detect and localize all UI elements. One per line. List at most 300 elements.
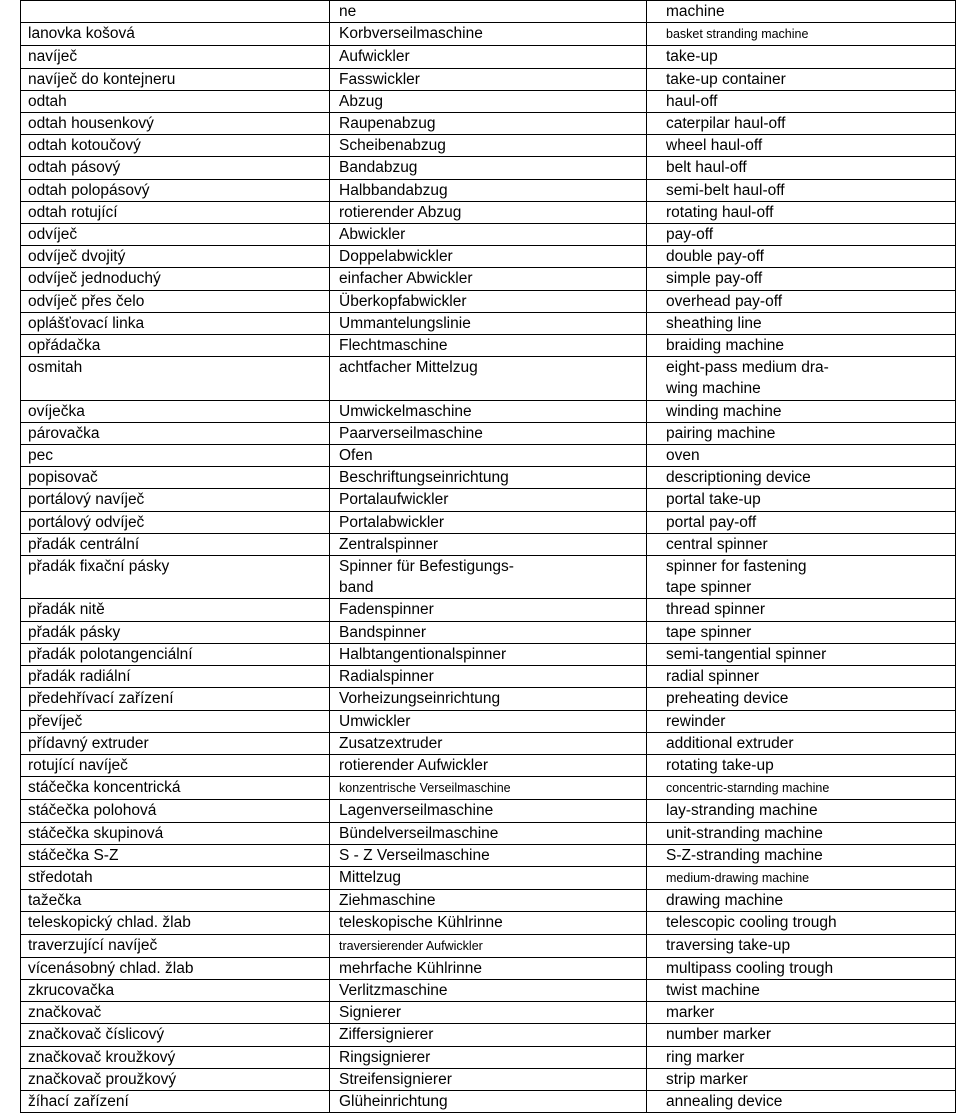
- table-row: [21, 23, 956, 46]
- table-row: [21, 1024, 956, 1046]
- czech-term-text: párovačka: [28, 424, 100, 442]
- english-term-text: rotating take-up: [666, 756, 774, 774]
- english-term: [647, 335, 956, 357]
- czech-term-text: odtah kotoučový: [28, 137, 141, 155]
- english-term: [647, 934, 956, 957]
- english-term-text: spinner for fastening: [666, 558, 807, 576]
- table-row: [21, 400, 956, 422]
- english-term-text: sheathing line: [666, 314, 762, 332]
- german-term: [330, 1024, 647, 1046]
- table-row: [21, 489, 956, 511]
- czech-term: [21, 224, 330, 246]
- german-term: [330, 422, 647, 444]
- czech-term: [21, 666, 330, 688]
- czech-term-text: přadák radiální: [28, 668, 131, 686]
- english-term: [647, 23, 956, 46]
- english-term: [647, 1002, 956, 1024]
- german-term: [330, 489, 647, 511]
- english-term: [647, 489, 956, 511]
- german-term-text: Fasswickler: [339, 70, 420, 88]
- german-term-text: Korbverseilmaschine: [339, 25, 483, 43]
- german-term-text: Fadenspinner: [339, 601, 434, 619]
- table-row: [21, 556, 956, 599]
- czech-term: [21, 934, 330, 957]
- german-term-text: Paarverseilmaschine: [339, 424, 483, 442]
- english-term-text: braiding machine: [666, 337, 785, 355]
- english-term: [647, 533, 956, 555]
- german-term-text: Doppelabwickler: [339, 248, 453, 266]
- german-term: [330, 511, 647, 533]
- czech-term: [21, 179, 330, 201]
- czech-term: [21, 135, 330, 157]
- german-term: [330, 467, 647, 489]
- czech-term-text: značkovač proužkový: [28, 1070, 177, 1088]
- czech-term: [21, 246, 330, 268]
- table-row: [21, 710, 956, 732]
- german-term: [330, 135, 647, 157]
- german-term: [330, 400, 647, 422]
- english-term-text: marker: [666, 1004, 715, 1022]
- czech-term: [21, 268, 330, 290]
- german-term-text: Verlitzmaschine: [339, 981, 448, 999]
- table-row: [21, 445, 956, 467]
- czech-term-text: odvíječ jednoduchý: [28, 270, 161, 288]
- german-term: [330, 777, 647, 800]
- german-term-text: rotierender Abzug: [339, 203, 462, 221]
- table-row: [21, 422, 956, 444]
- czech-term: [21, 489, 330, 511]
- czech-term: [21, 90, 330, 112]
- german-term-text: Umwickler: [339, 712, 411, 730]
- english-term: [647, 467, 956, 489]
- english-term: [647, 312, 956, 334]
- table-row: [21, 866, 956, 889]
- english-term: [647, 844, 956, 866]
- table-row: [21, 68, 956, 90]
- czech-term: [21, 1090, 330, 1112]
- czech-term: [21, 754, 330, 776]
- table-row: [21, 1046, 956, 1068]
- english-term-text: take-up container: [666, 70, 786, 88]
- czech-term: [21, 68, 330, 90]
- german-term: [330, 732, 647, 754]
- czech-term-text: přadák nitě: [28, 601, 105, 619]
- english-term: [647, 621, 956, 643]
- czech-term: [21, 23, 330, 46]
- czech-term: [21, 157, 330, 179]
- german-term-text: Flechtmaschine: [339, 337, 448, 355]
- english-term-text-continued: wing machine: [666, 380, 761, 398]
- czech-term: [21, 201, 330, 223]
- german-term-text: Portalabwickler: [339, 513, 445, 531]
- czech-term: [21, 1046, 330, 1068]
- english-term: [647, 1046, 956, 1068]
- czech-term: [21, 822, 330, 844]
- english-term: [647, 912, 956, 934]
- czech-term: [21, 1068, 330, 1090]
- german-term: [330, 710, 647, 732]
- czech-term-text: stáčečka koncentrická: [28, 779, 181, 797]
- czech-term-text: pec: [28, 447, 53, 465]
- german-term: [330, 800, 647, 822]
- czech-term-text: značkovač kroužkový: [28, 1048, 176, 1066]
- english-term-text: radial spinner: [666, 668, 760, 686]
- glossary-table: [20, 0, 956, 1113]
- table-row: [21, 1002, 956, 1024]
- czech-term-text: odtah: [28, 92, 67, 110]
- czech-term-text: odvíječ: [28, 226, 78, 244]
- german-term: [330, 90, 647, 112]
- english-term-text: preheating device: [666, 690, 789, 708]
- german-term-text: Ummantelungslinie: [339, 314, 471, 332]
- german-term-text: Signierer: [339, 1004, 402, 1022]
- german-term-text-continued: band: [339, 579, 374, 597]
- czech-term: [21, 979, 330, 1001]
- english-term-text: eight-pass medium dra-: [666, 359, 829, 377]
- english-term-text: basket stranding machine: [666, 27, 809, 42]
- czech-term-text: opřádačka: [28, 337, 101, 355]
- english-term-text: lay-stranding machine: [666, 802, 818, 820]
- german-term-text: Radialspinner: [339, 668, 434, 686]
- czech-term: [21, 1024, 330, 1046]
- czech-term-text: teleskopický chlad. žlab: [28, 914, 191, 932]
- german-term: [330, 599, 647, 621]
- czech-term-text: ovíječka: [28, 402, 85, 420]
- czech-term: [21, 422, 330, 444]
- german-term-text: Aufwickler: [339, 48, 410, 66]
- czech-term: [21, 335, 330, 357]
- german-term: [330, 246, 647, 268]
- english-term-text: haul-off: [666, 92, 718, 110]
- english-term: [647, 290, 956, 312]
- english-term-text: take-up: [666, 48, 718, 66]
- czech-term: [21, 643, 330, 665]
- czech-term-text: oplášťovací linka: [28, 314, 145, 332]
- english-term-text: traversing take-up: [666, 936, 791, 954]
- czech-term: [21, 890, 330, 912]
- english-term: [647, 1090, 956, 1112]
- english-term: [647, 422, 956, 444]
- table-row: [21, 201, 956, 223]
- czech-term-text: zkrucovačka: [28, 981, 115, 999]
- english-term-text: winding machine: [666, 402, 782, 420]
- czech-term: [21, 400, 330, 422]
- german-term-text: Ziffersignierer: [339, 1026, 434, 1044]
- english-term-text: drawing machine: [666, 892, 784, 910]
- czech-term: [21, 113, 330, 135]
- czech-term-text: značkovač číslicový: [28, 1026, 165, 1044]
- czech-term: [21, 533, 330, 555]
- table-row: [21, 732, 956, 754]
- header-german: ne: [330, 1, 647, 23]
- table-row: [21, 46, 956, 68]
- english-term-text: additional extruder: [666, 734, 794, 752]
- english-term-text: double pay-off: [666, 248, 764, 266]
- german-term: [330, 46, 647, 68]
- german-term: [330, 312, 647, 334]
- table-row: [21, 157, 956, 179]
- english-term: [647, 777, 956, 800]
- english-term-text: portal pay-off: [666, 513, 757, 531]
- german-term: [330, 23, 647, 46]
- czech-term-text: odtah housenkový: [28, 115, 154, 133]
- english-term-text: oven: [666, 447, 700, 465]
- table-row: [21, 246, 956, 268]
- german-term: [330, 268, 647, 290]
- german-term-text: S - Z Verseilmaschine: [339, 846, 490, 864]
- german-term-text: Bandabzug: [339, 159, 418, 177]
- german-term-text: Bandspinner: [339, 623, 427, 641]
- table-row: [21, 979, 956, 1001]
- czech-term-text: odtah polopásový: [28, 181, 150, 199]
- english-term: [647, 866, 956, 889]
- english-term-text: semi-tangential spinner: [666, 645, 827, 663]
- czech-term: [21, 290, 330, 312]
- german-term-text: Raupenabzug: [339, 115, 436, 133]
- german-term-text: Zentralspinner: [339, 535, 439, 553]
- german-term: [330, 1046, 647, 1068]
- table-row: [21, 912, 956, 934]
- english-term: [647, 46, 956, 68]
- english-term-text: pay-off: [666, 226, 714, 244]
- english-term-text: twist machine: [666, 981, 760, 999]
- czech-term: [21, 957, 330, 979]
- german-term-text: Abwickler: [339, 226, 406, 244]
- german-term-text: Abzug: [339, 92, 383, 110]
- english-term-text: semi-belt haul-off: [666, 181, 785, 199]
- german-term-text: einfacher Abwickler: [339, 270, 473, 288]
- czech-term: [21, 844, 330, 866]
- english-term: [647, 246, 956, 268]
- english-term-text: multipass cooling trough: [666, 959, 834, 977]
- czech-term-text: popisovač: [28, 469, 98, 487]
- german-term-text: Bündelverseilmaschine: [339, 824, 499, 842]
- table-row: [21, 357, 956, 400]
- english-term-text: unit-stranding machine: [666, 824, 823, 842]
- czech-term: [21, 710, 330, 732]
- english-term: [647, 357, 956, 400]
- table-row: [21, 822, 956, 844]
- czech-term-text: stáčečka S-Z: [28, 846, 119, 864]
- german-term: [330, 688, 647, 710]
- czech-term-text: odvíječ přes čelo: [28, 292, 145, 310]
- english-term: [647, 224, 956, 246]
- german-term: [330, 224, 647, 246]
- english-term: [647, 400, 956, 422]
- german-term: [330, 201, 647, 223]
- table-row: [21, 666, 956, 688]
- czech-term-text: navíječ do kontejneru: [28, 70, 176, 88]
- czech-term: [21, 511, 330, 533]
- english-term: [647, 800, 956, 822]
- czech-term-text: odtah pásový: [28, 159, 121, 177]
- english-term-text: thread spinner: [666, 601, 766, 619]
- table-row: [21, 312, 956, 334]
- table-row: [21, 533, 956, 555]
- german-term-text: Ofen: [339, 447, 373, 465]
- english-term-text-continued: tape spinner: [666, 579, 752, 597]
- english-term-text: overhead pay-off: [666, 292, 783, 310]
- german-term: [330, 533, 647, 555]
- german-term-text: konzentrische Verseilmaschine: [339, 781, 511, 796]
- czech-term-text: přídavný extruder: [28, 734, 149, 752]
- english-term: [647, 68, 956, 90]
- english-term: [647, 157, 956, 179]
- czech-term: [21, 777, 330, 800]
- english-term-text: S-Z-stranding machine: [666, 846, 823, 864]
- german-term: [330, 979, 647, 1001]
- german-term: [330, 666, 647, 688]
- czech-term-text: odvíječ dvojitý: [28, 248, 126, 266]
- german-term-text: Mittelzug: [339, 868, 402, 886]
- czech-term-text: středotah: [28, 868, 93, 886]
- czech-term: [21, 556, 330, 599]
- english-term: [647, 754, 956, 776]
- german-term-text: Ringsignierer: [339, 1048, 431, 1066]
- czech-term-text: navíječ: [28, 48, 78, 66]
- czech-term: [21, 46, 330, 68]
- czech-term-text: značkovač: [28, 1004, 102, 1022]
- german-term: [330, 157, 647, 179]
- czech-term: [21, 357, 330, 400]
- german-term-text: Streifensignierer: [339, 1070, 452, 1088]
- table-row: [21, 268, 956, 290]
- german-term: [330, 179, 647, 201]
- czech-term: [21, 599, 330, 621]
- czech-term-text: přadák pásky: [28, 623, 121, 641]
- czech-term: [21, 621, 330, 643]
- table-row: [21, 1068, 956, 1090]
- german-term-text: Überkopfabwickler: [339, 292, 467, 310]
- czech-term: [21, 732, 330, 754]
- table-row: [21, 754, 956, 776]
- english-term: [647, 688, 956, 710]
- english-term: [647, 979, 956, 1001]
- german-term-text: teleskopische Kühlrinne: [339, 914, 503, 932]
- german-term-text: Glüheinrichtung: [339, 1092, 448, 1110]
- table-row: [21, 621, 956, 643]
- czech-term: [21, 312, 330, 334]
- table-row: [21, 599, 956, 621]
- german-term-text: Ziehmaschine: [339, 892, 436, 910]
- german-term: [330, 844, 647, 866]
- german-term-text: Zusatzextruder: [339, 734, 443, 752]
- table-row: [21, 335, 956, 357]
- table-row: [21, 135, 956, 157]
- czech-term-text: předehřívací zařízení: [28, 690, 174, 708]
- glossary-body: [21, 1, 956, 1113]
- german-term-text: Beschriftungseinrichtung: [339, 469, 509, 487]
- german-term: [330, 643, 647, 665]
- english-term-text: concentric-starnding machine: [666, 781, 830, 796]
- german-term: [330, 113, 647, 135]
- german-term-text: Lagenverseilmaschine: [339, 802, 494, 820]
- german-term: [330, 335, 647, 357]
- english-term: [647, 445, 956, 467]
- english-term-text: belt haul-off: [666, 159, 747, 177]
- german-term-text: rotierender Aufwickler: [339, 756, 489, 774]
- english-term: [647, 113, 956, 135]
- czech-term-text: tažečka: [28, 892, 82, 910]
- english-term: [647, 666, 956, 688]
- english-term-text: telescopic cooling trough: [666, 914, 837, 932]
- german-term: [330, 621, 647, 643]
- czech-term: [21, 467, 330, 489]
- table-row: [21, 777, 956, 800]
- german-term: [330, 890, 647, 912]
- czech-term-text: portálový odvíječ: [28, 513, 145, 531]
- german-term-text: Spinner für Befestigungs-: [339, 558, 514, 576]
- english-term-text: ring marker: [666, 1048, 745, 1066]
- english-term-text: rotating haul-off: [666, 203, 774, 221]
- english-term: [647, 599, 956, 621]
- english-term: [647, 732, 956, 754]
- german-term: [330, 445, 647, 467]
- table-row: [21, 688, 956, 710]
- header-row: [21, 1, 956, 23]
- czech-term-text: stáčečka polohová: [28, 802, 157, 820]
- german-term: [330, 1090, 647, 1112]
- english-term-text: pairing machine: [666, 424, 776, 442]
- german-term: [330, 1002, 647, 1024]
- czech-term-text: odtah rotující: [28, 203, 118, 221]
- german-term: [330, 822, 647, 844]
- german-term: [330, 357, 647, 400]
- czech-term-text: přadák centrální: [28, 535, 140, 553]
- czech-term-text: stáčečka skupinová: [28, 824, 164, 842]
- czech-term-text: přadák polotangenciální: [28, 645, 193, 663]
- german-term-text: Halbtangentionalspinner: [339, 645, 507, 663]
- czech-term-text: žíhací zařízení: [28, 1092, 129, 1110]
- table-row: [21, 90, 956, 112]
- english-term: [647, 1024, 956, 1046]
- english-term-text: number marker: [666, 1026, 772, 1044]
- czech-term-text: osmitah: [28, 359, 83, 377]
- german-term-text: Vorheizungseinrichtung: [339, 690, 501, 708]
- german-term: [330, 68, 647, 90]
- table-row: [21, 467, 956, 489]
- english-term-text: rewinder: [666, 712, 726, 730]
- table-row: [21, 290, 956, 312]
- table-row: [21, 511, 956, 533]
- english-term: [647, 556, 956, 599]
- english-term: [647, 710, 956, 732]
- czech-term: [21, 688, 330, 710]
- english-term: [647, 179, 956, 201]
- table-row: [21, 224, 956, 246]
- german-term: [330, 556, 647, 599]
- english-term-text: tape spinner: [666, 623, 752, 641]
- english-term: [647, 511, 956, 533]
- english-term: [647, 90, 956, 112]
- table-row: [21, 934, 956, 957]
- table-row: [21, 957, 956, 979]
- czech-term-text: traverzující navíječ: [28, 936, 158, 954]
- english-term-text: strip marker: [666, 1070, 748, 1088]
- english-term-text: portal take-up: [666, 491, 761, 509]
- header-czech: [21, 1, 330, 23]
- czech-term: [21, 866, 330, 889]
- german-term: [330, 754, 647, 776]
- german-term-text: Halbbandabzug: [339, 181, 448, 199]
- table-row: [21, 113, 956, 135]
- table-row: [21, 643, 956, 665]
- czech-term: [21, 800, 330, 822]
- german-term: [330, 290, 647, 312]
- czech-term-text: lanovka košová: [28, 25, 135, 43]
- english-term-text: central spinner: [666, 535, 768, 553]
- czech-term-text: rotující navíječ: [28, 756, 128, 774]
